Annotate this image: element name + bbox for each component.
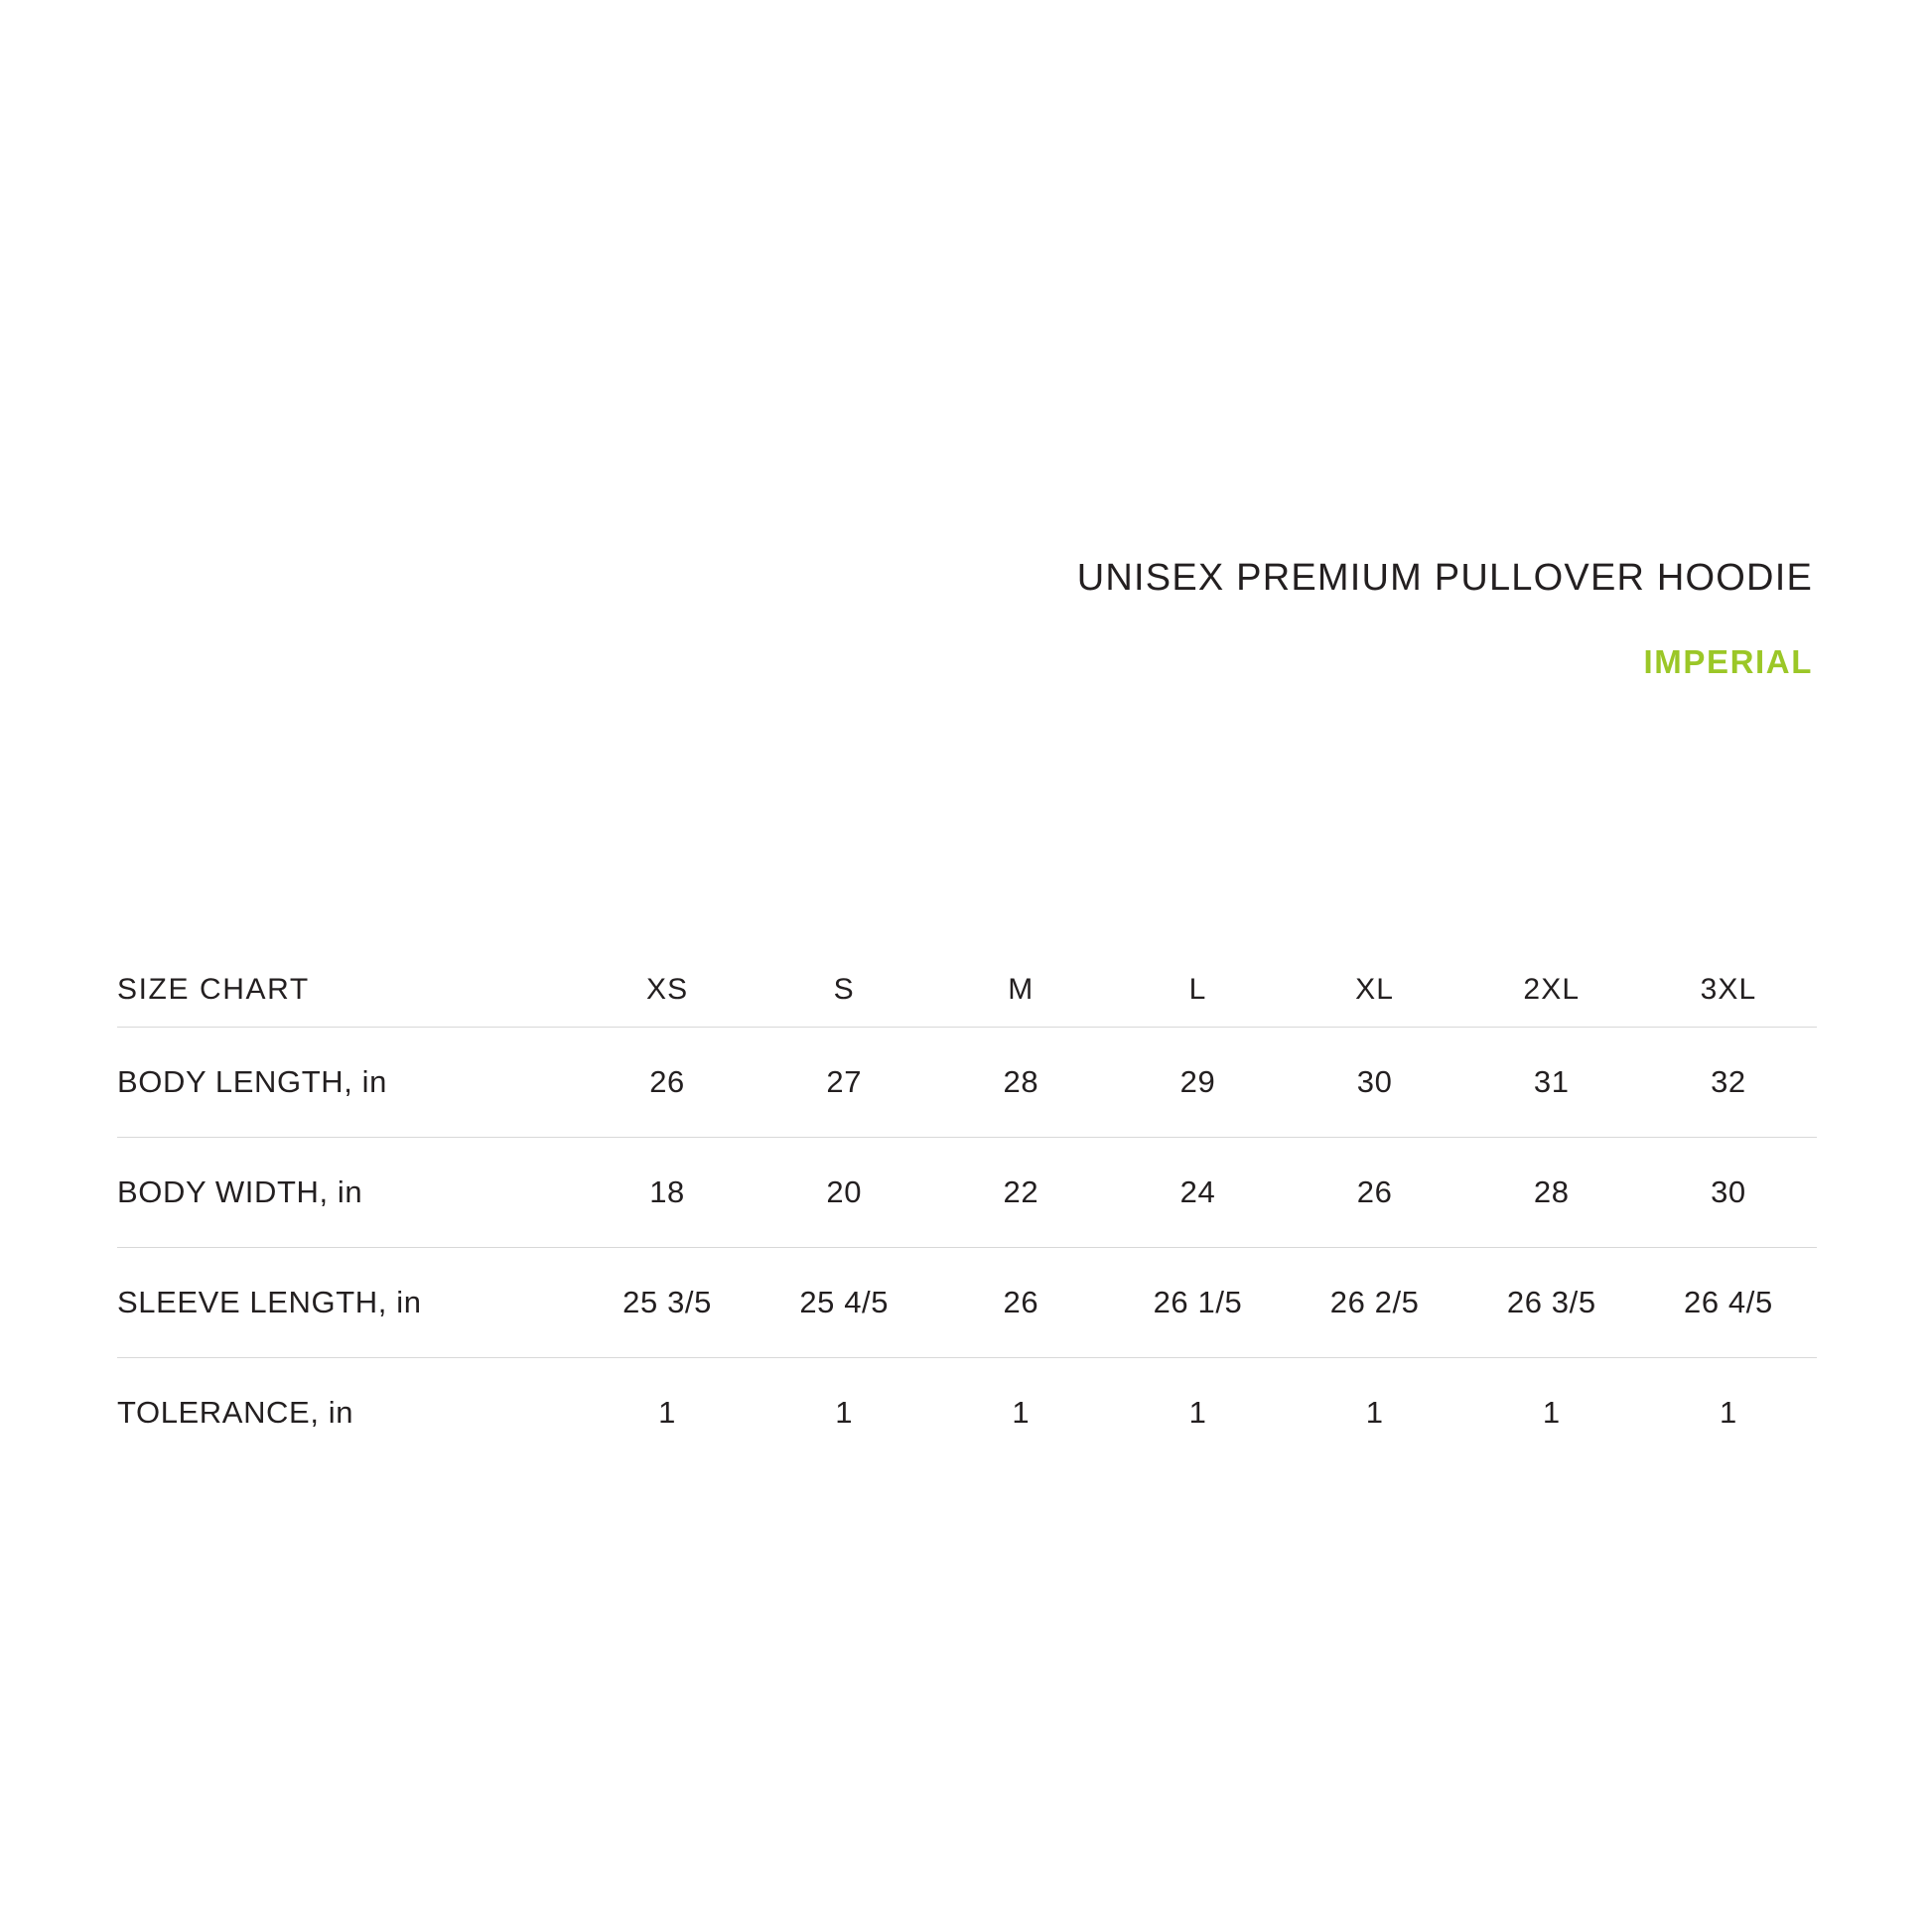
cell-body-length-s: 27 xyxy=(826,1064,863,1099)
size-chart-table xyxy=(117,953,1817,1467)
column-header-s: S xyxy=(833,973,855,1006)
row-label-body-length: BODY LENGTH, in xyxy=(117,1064,388,1099)
column-header-2xl: 2XL xyxy=(1523,973,1581,1006)
page-title: UNISEX PREMIUM PULLOVER HOODIE xyxy=(1076,557,1813,599)
cell-tolerance-xs: 1 xyxy=(658,1395,676,1430)
cell-sleeve-length-xl: 26 2/5 xyxy=(1329,1285,1420,1319)
cell-sleeve-length-l: 26 1/5 xyxy=(1153,1285,1243,1319)
row-label-sleeve-length: SLEEVE LENGTH, in xyxy=(117,1285,422,1319)
cell-sleeve-length-xs: 25 3/5 xyxy=(622,1285,712,1319)
table-header-row xyxy=(117,953,1817,1028)
cell-body-width-3xl: 30 xyxy=(1711,1174,1746,1209)
cell-body-length-xl: 30 xyxy=(1356,1064,1393,1099)
cell-sleeve-length-m: 26 xyxy=(1003,1285,1039,1319)
cell-body-width-m: 22 xyxy=(1003,1174,1039,1209)
cell-body-width-s: 20 xyxy=(826,1174,863,1209)
column-header-l: L xyxy=(1188,973,1207,1006)
cell-body-length-m: 28 xyxy=(1003,1064,1039,1099)
cell-body-length-2xl: 31 xyxy=(1533,1064,1570,1099)
table-header xyxy=(117,953,1817,1028)
cell-body-length-3xl: 32 xyxy=(1711,1064,1746,1099)
cell-body-length-l: 29 xyxy=(1179,1064,1216,1099)
table-row xyxy=(117,1138,1817,1248)
cell-sleeve-length-2xl: 26 3/5 xyxy=(1506,1285,1596,1319)
chart-header xyxy=(1077,556,1813,681)
cell-tolerance-xl: 1 xyxy=(1365,1395,1384,1430)
table-body xyxy=(117,1028,1817,1468)
column-header-size-chart: SIZE CHART xyxy=(117,973,310,1006)
column-header-xl: XL xyxy=(1355,973,1395,1006)
cell-tolerance-3xl: 1 xyxy=(1720,1395,1737,1430)
column-header-m: M xyxy=(1008,973,1035,1006)
table-row xyxy=(117,1358,1817,1468)
cell-body-length-xs: 26 xyxy=(649,1064,685,1099)
cell-body-width-xl: 26 xyxy=(1356,1174,1393,1209)
cell-tolerance-2xl: 1 xyxy=(1542,1395,1561,1430)
cell-tolerance-l: 1 xyxy=(1188,1395,1207,1430)
column-header-xs: XS xyxy=(645,973,689,1006)
unit-system-label: IMPERIAL xyxy=(1643,642,1813,680)
cell-sleeve-length-3xl: 26 4/5 xyxy=(1684,1285,1773,1319)
row-label-tolerance: TOLERANCE, in xyxy=(117,1395,354,1430)
cell-tolerance-m: 1 xyxy=(1012,1395,1031,1430)
cell-sleeve-length-s: 25 4/5 xyxy=(799,1285,890,1319)
table-row xyxy=(117,1028,1817,1138)
table-row xyxy=(117,1248,1817,1358)
cell-tolerance-s: 1 xyxy=(835,1395,854,1430)
cell-body-width-2xl: 28 xyxy=(1533,1174,1570,1209)
column-header-3xl: 3XL xyxy=(1700,973,1757,1006)
size-chart-table-container xyxy=(117,953,1817,1467)
cell-body-width-xs: 18 xyxy=(649,1174,685,1209)
cell-body-width-l: 24 xyxy=(1179,1174,1216,1209)
row-label-body-width: BODY WIDTH, in xyxy=(117,1174,363,1209)
